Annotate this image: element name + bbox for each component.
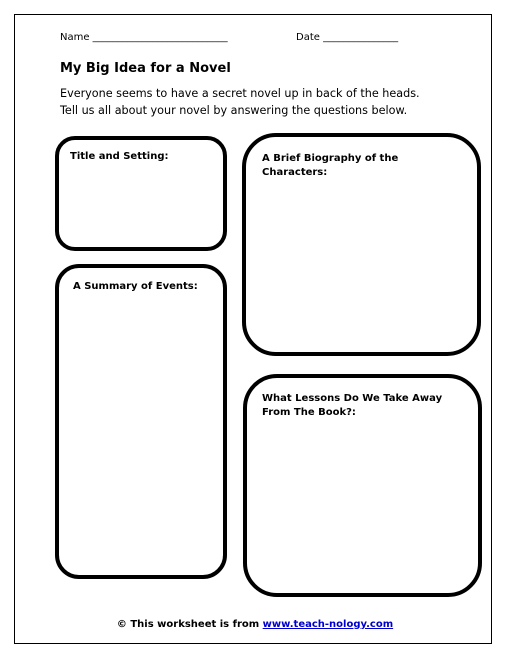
footer-link[interactable]: www.teach-nology.com	[262, 619, 394, 630]
lessons-box	[243, 374, 482, 597]
summary-box	[55, 264, 227, 579]
biography-box	[242, 133, 481, 356]
footer-credit	[0, 619, 510, 630]
title-setting-label: Title and Setting:	[70, 151, 169, 162]
intro-line-1: Everyone seems to have a secret novel up in back of the heads.	[60, 87, 420, 100]
title-setting-box	[55, 136, 227, 251]
summary-label: A Summary of Events:	[73, 281, 198, 292]
footer-prefix: © This worksheet is from	[116, 619, 263, 630]
worksheet-title: My Big Idea for a Novel	[60, 61, 231, 76]
intro-line-2: Tell us all about your novel by answering the questions below.	[60, 104, 408, 117]
biography-label: A Brief Biography of the Characters:	[262, 153, 399, 178]
date-field-line: Date _______________	[296, 32, 399, 43]
worksheet-intro	[60, 85, 480, 119]
lessons-label: What Lessons Do We Take Away From The Book?:	[262, 393, 443, 418]
name-field-line: Name ___________________________	[60, 32, 228, 43]
